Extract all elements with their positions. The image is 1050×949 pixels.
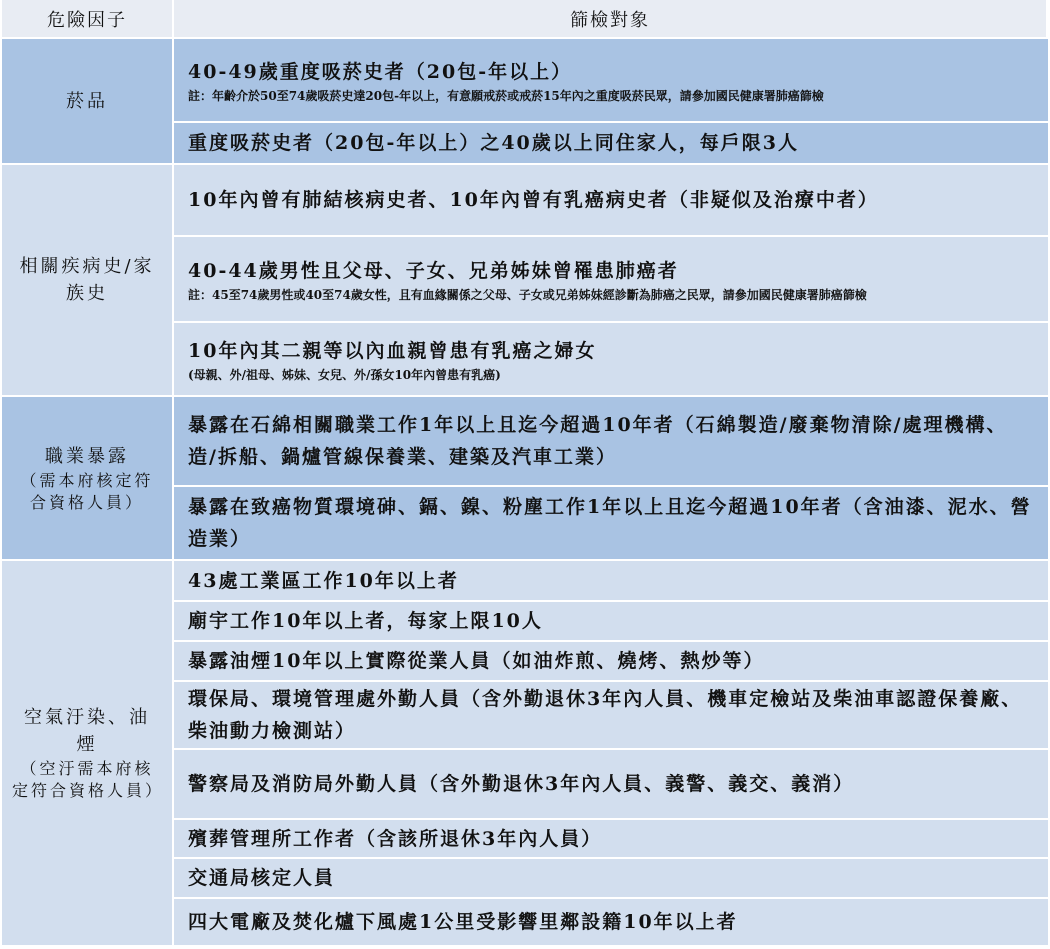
header-risk-factor: 危險因子 [2, 0, 174, 37]
table-row [174, 561, 1048, 600]
row-text: 殯葬管理所工作者（含該所退休3年內人員） [188, 827, 603, 850]
group-tobacco [2, 37, 1048, 163]
table-row [174, 600, 1048, 640]
row-text: 環保局、環境管理處外勤人員（含外勤退休3年內人員、機車定檢站及柴油車認證保養廠、柴油動力檢測站） [188, 688, 1023, 742]
table-row [174, 897, 1048, 945]
risk-factor-label: 菸品 [66, 90, 108, 112]
table-row [174, 485, 1048, 559]
row-text: 廟宇工作10年以上者，每家上限10人 [188, 610, 543, 632]
row-text: 43處工業區工作10年以上者 [188, 569, 459, 592]
group-occupational-exposure [2, 395, 1048, 559]
row-text: 10年內曾有肺結核病史者、10年內曾有乳癌病史者（非疑似及治療中者） [188, 189, 879, 211]
screening-table [2, 0, 1048, 945]
table-row [174, 640, 1048, 680]
risk-factor-cell [2, 39, 174, 163]
row-note: 註：45至74歲男性或40至74歲女性，且有血緣關係之父母、子女或兄弟姊妹經診斷為肺癌之民眾，請參加國民健康署肺癌篩檢 [188, 288, 867, 302]
group-air-pollution [2, 559, 1048, 945]
table-row [174, 235, 1048, 321]
risk-factor-cell [2, 397, 174, 559]
row-text: 警察局及消防局外勤人員（含外勤退休3年內人員、義警、義交、義消） [188, 773, 855, 795]
table-row [174, 321, 1048, 395]
row-text: 40-44歲男性且父母、子女、兄弟姊妹曾罹患肺癌者 [188, 260, 679, 282]
risk-factor-label: 空氣汙染、油煙 [24, 707, 150, 755]
table-row [174, 818, 1048, 857]
row-text: 10年內其二親等以內血親曾患有乳癌之婦女 [188, 340, 597, 362]
row-note: (母親、外/祖母、姊妹、女兒、外/孫女10年內曾患有乳癌) [188, 368, 501, 382]
row-text: 40-49歲重度吸菸史者（20包-年以上） [188, 61, 573, 83]
risk-factor-sublabel: （空汙需本府核定符合資格人員） [12, 759, 165, 800]
row-text: 暴露油煙10年以上實際從業人員（如油炸煎、燒烤、熱炒等） [188, 650, 765, 672]
table-row [174, 397, 1048, 485]
risk-factor-label: 職業暴露 [45, 445, 129, 467]
table-row [174, 165, 1048, 235]
row-text: 暴露在石綿相關職業工作1年以上且迄今超過10年者（石綿製造/廢棄物清除/處理機構、造/拆船、鍋爐管線保養業、建築及汽車工業） [188, 414, 1008, 468]
table-header [2, 0, 1048, 37]
risk-factor-cell [2, 165, 174, 395]
row-text: 暴露在致癌物質環境砷、鎘、鎳、粉塵工作1年以上且迄今超過10年者（含油漆、泥水、營造業） [188, 496, 1032, 550]
row-text: 交通局核定人員 [188, 867, 336, 889]
table-row [174, 748, 1048, 818]
risk-factor-sublabel: （需本府核定符合資格人員） [20, 470, 154, 512]
row-text: 重度吸菸史者（20包-年以上）之40歲以上同住家人，每戶限3人 [188, 132, 799, 154]
row-note: 註：年齡介於50至74歲吸菸史達20包-年以上，有意願戒菸或戒菸15年內之重度吸菸民眾，請參加國民健康署肺癌篩檢 [188, 89, 824, 103]
table-row [174, 680, 1048, 748]
risk-factor-label: 相關疾病史/家族史 [19, 256, 155, 304]
table-row [174, 121, 1048, 163]
header-screening-target: 篩檢對象 [174, 0, 1048, 37]
group-family-history [2, 163, 1048, 395]
table-row [174, 39, 1048, 121]
risk-factor-cell [2, 561, 174, 945]
table-row [174, 857, 1048, 897]
row-text: 四大電廠及焚化爐下風處1公里受影響里鄰設籍10年以上者 [188, 911, 738, 933]
